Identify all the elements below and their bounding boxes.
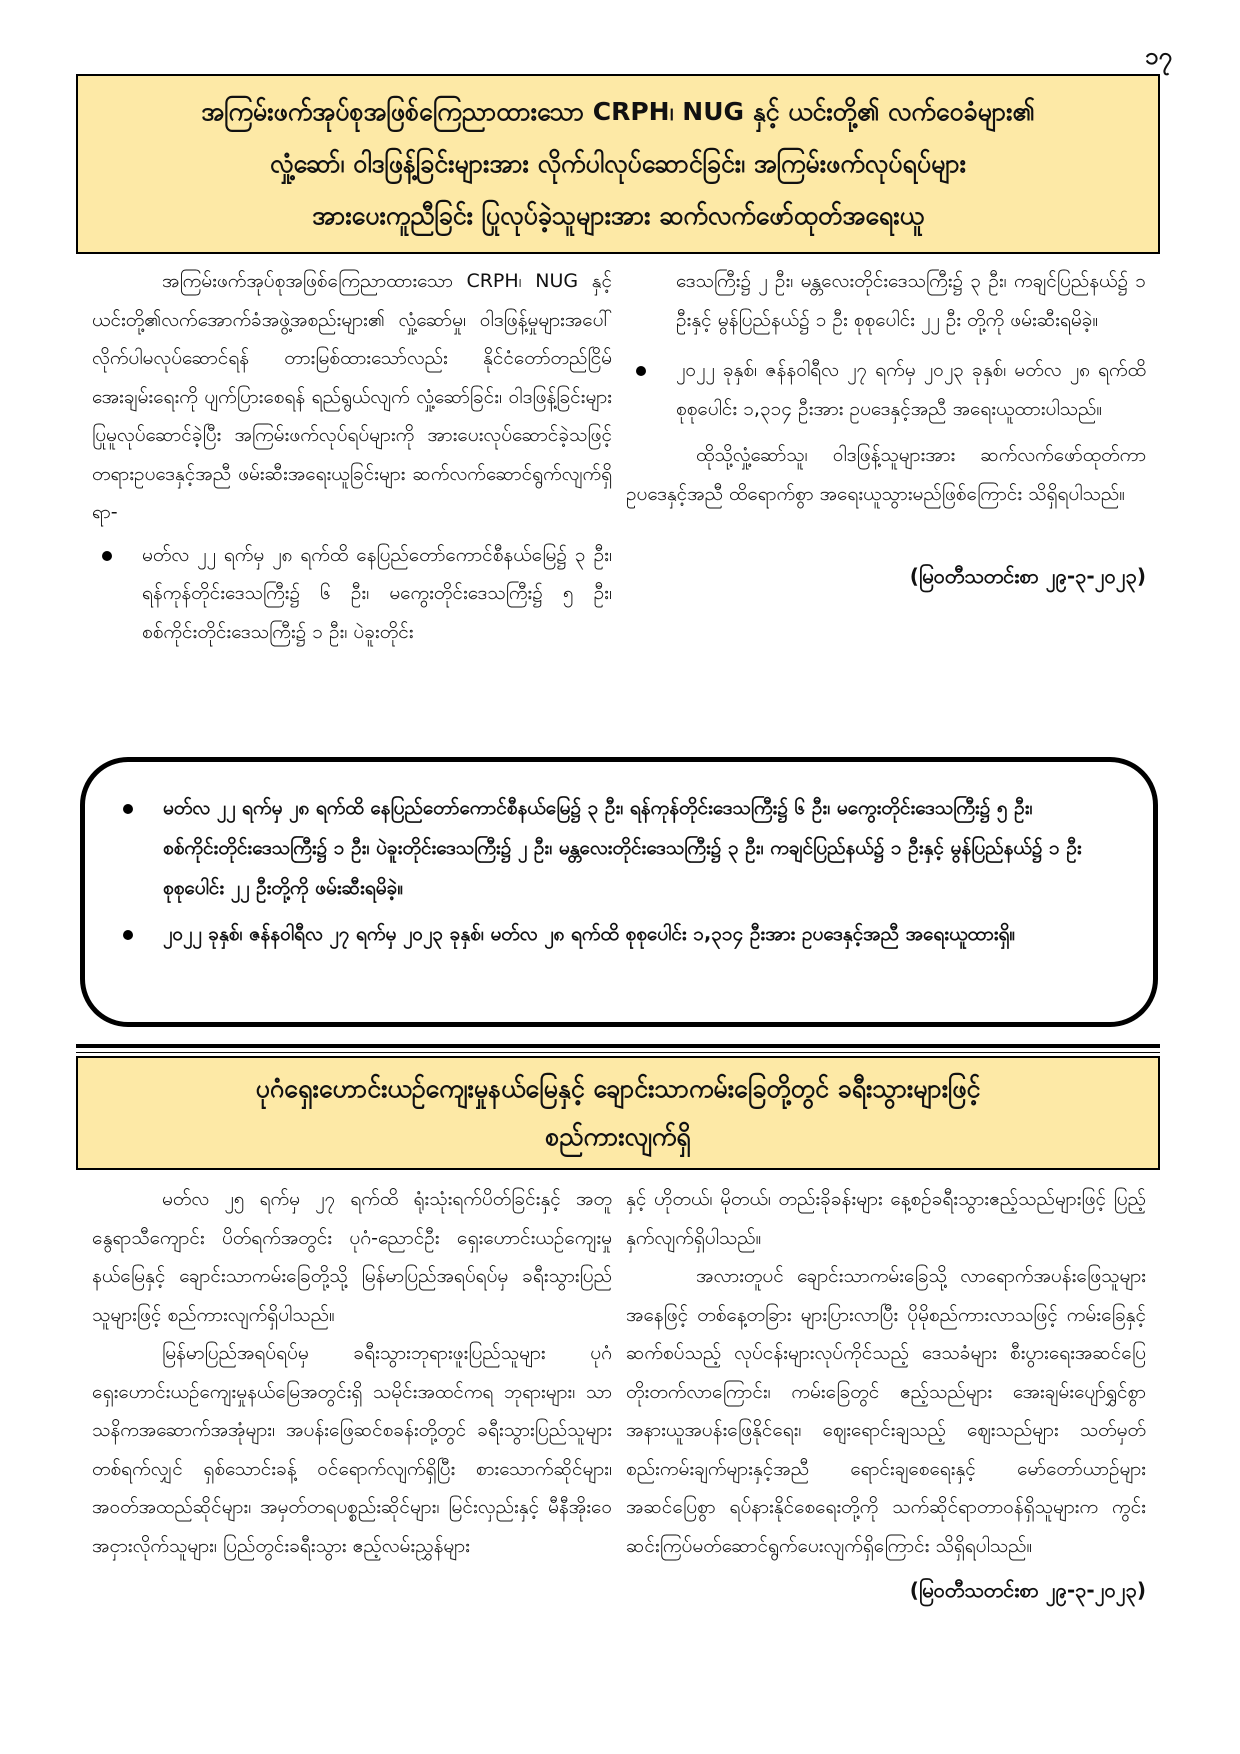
summary-bullet-2 <box>119 914 1119 954</box>
article2-paragraph-1: မတ်လ ၂၅ ရက်မှ ၂၇ ရက်ထိ ရုံးသုံးရက်ပိတ်ခြင်းနှင့် အတူ နွေရာသီကျောင်း ပိတ်ရက်အတွင်း ပုဂံ-ညောင်ဦး ရှေးဟောင်းယဉ်ကျေးမှုနယ်မြေနှင့် ချောင်းသာကမ်းခြေတို့သို့ မြန်မာပြည်အရပ်ရပ်မှ ခရီးသွားပြည်သူများဖြင့် စည်ကားလျက်ရှိပါသည်။ <box>92 1188 612 1326</box>
page-number: ၁၇ <box>1145 42 1172 70</box>
headline-line: လှုံ့ဆော်၊ ဝါဒဖြန့်ခြင်းများအား လိုက်ပါလုပ်ဆောင်ခြင်း၊ အကြမ်းဖက်လုပ်ရပ်များ <box>270 149 966 178</box>
article2-source: (မြဝတီသတင်းစာ ၂၉-၃-၂၀၂၃) <box>909 1578 1146 1602</box>
article1-left-column <box>92 262 612 651</box>
article2-paragraph-3: အလားတူပင် ချောင်းသာကမ်းခြေသို့ လာရောက်အပန်းဖြေသူများအနေဖြင့် တစ်နေ့တခြား များပြားလာပြီး ပိုမိုစည်ကားလာသဖြင့် ကမ်းခြေနှင့်ဆက်စပ်သည့် လုပ်ငန်းများလုပ်ကိုင်သည့် ဒေသခံများ စီးပွားရေးအဆင်ပြေတိုးတက်လာကြောင်း၊ ကမ်းခြေတွင် ဧည့်သည်များ အေးချမ်းပျော်ရွှင်စွာ အနားယူအပန်းဖြေနိုင်ရေး၊ ဈေးရောင်းချသည့် ဈေးသည်များ သတ်မှတ်စည်းကမ်းချက်များနှင့်အညီ ရောင်းချစေရေးနှင့် မော်တော်ယာဉ်များ အဆင်ပြေစွာ ရပ်နားနိုင်စေရေးတို့ကို သက်ဆိုင်ရာတာဝန်ရှိသူများက ကွင်းဆင်းကြပ်မတ်ဆောင်ရွက်ပေးလျက်ရှိကြောင်း သိရှိရပါသည်။ <box>626 1265 1146 1557</box>
article1-right-column <box>626 262 1146 596</box>
article1-bullet-2 <box>626 351 1146 428</box>
bullet-text: ၂၀၂၂ ခုနှစ်၊ ဇန်နဝါရီလ ၂၇ ရက်မှ ၂၀၂၃ ခုနှစ်၊ မတ်လ ၂၈ ရက်ထိ စုစုပေါင်း ၁,၃၁၄ ဦးအား ဥပဒေနှင့်အညီ အရေးယူထားရှိ။ <box>163 923 1016 945</box>
article2-left-column <box>92 1180 612 1565</box>
bullet-text: ၂၀၂၂ ခုနှစ်၊ ဇန်နဝါရီလ ၂၇ ရက်မှ ၂၀၂၃ ခုနှစ်၊ မတ်လ ၂၈ ရက်ထိ စုစုပေါင်း ၁,၃၁၄ ဦးအား ဥပဒေနှင့်အညီ အရေးယူထားပါသည်။ <box>676 359 1146 420</box>
article1-bullet-1-continued <box>626 262 1146 339</box>
bullet-icon <box>123 804 133 814</box>
bullet-text: မတ်လ ၂၂ ရက်မှ ၂၈ ရက်ထိ နေပြည်တော်ကောင်စီနယ်မြေ၌ ၃ ဦး၊ ရန်ကုန်တိုင်းဒေသကြီး၌ ၆ ဦး၊ မကွေးတိုင်းဒေသကြီး၌ ၅ ဦး၊ စစ်ကိုင်းတိုင်းဒေသကြီး၌ ၁ ဦး၊ ပဲခူးတိုင်းဒေသကြီး၌ ၂ ဦး၊ မန္တလေးတိုင်းဒေသကြီး၌ ၃ ဦး၊ ကချင်ပြည်နယ်၌ ၁ ဦးနှင့် မွန်ပြည်နယ်၌ ၁ ဦး စုစုပေါင်း ၂၂ ဦးတို့ကို ဖမ်းဆီးရမိခဲ့။ <box>163 797 1082 899</box>
article2-paragraph-1-continued: နှင့် ဟိုတယ်၊ မိုတယ်၊ တည်းခိုခန်းများ နေ့စဉ်ခရီးသွားဧည့်သည်များဖြင့် ပြည့်နှက်လျက်ရှိပါသည်။ <box>626 1188 1146 1249</box>
article1-closing-paragraph: ထိုသို့လှုံ့ဆော်သူ၊ ဝါဒဖြန့်သူများအား ဆက်လက်ဖော်ထုတ်ကာ ဥပဒေနှင့်အညီ ထိရောက်စွာ အရေးယူသွားမည်ဖြစ်ကြောင်း သိရှိရပါသည်။ <box>626 444 1146 505</box>
headline-line: အားပေးကူညီခြင်း ပြုလုပ်ခဲ့သူများအား ဆက်လက်ဖော်ထုတ်အရေးယူ <box>312 201 924 230</box>
summary-bullet-1 <box>119 788 1119 908</box>
headline-line: ပုဂံရှေးဟောင်းယဉ်ကျေးမှုနယ်မြေနှင့် ချောင်းသာကမ်းခြေတို့တွင် ခရီးသွားများဖြင့် <box>255 1074 981 1103</box>
section-divider <box>76 1044 1160 1053</box>
headline-line: စည်ကားလျက်ရှိ <box>545 1122 691 1151</box>
article2-right-column <box>626 1180 1146 1610</box>
article2-paragraph-2: မြန်မာပြည်အရပ်ရပ်မှ ခရီးသွားဘုရားဖူးပြည်သူများ ပုဂံရှေးဟောင်းယဉ်ကျေးမှုနယ်မြေအတွင်းရှိ သမိုင်းအထင်ကရ ဘုရားများ၊ သာသနိကအဆောက်အအုံများ၊ အပန်းဖြေဆင်စခန်းတို့တွင် ခရီးသွားပြည်သူများ တစ်ရက်လျှင် ရှစ်သောင်းခန့် ဝင်ရောက်လျက်ရှိပြီး စားသောက်ဆိုင်များ၊ အဝတ်အထည်ဆိုင်များ၊ အမှတ်တရပစ္စည်းဆိုင်များ၊ မြင်းလှည်းနှင့် မီနီအိုးဝေအငှားလိုက်သူများ၊ ပြည်တွင်းခရီးသွား ဧည့်လမ်းညွှန်များ <box>92 1342 612 1557</box>
headline-line: အကြမ်းဖက်အုပ်စုအဖြစ်ကြေညာထားသော CRPH၊ NUG နှင့် ယင်းတို့၏ လက်ဝေခံများ၏ <box>201 97 1035 126</box>
article1-intro-paragraph: အကြမ်းဖက်အုပ်စုအဖြစ်ကြေညာထားသော CRPH၊ NUG နှင့် ယင်းတို့၏လက်အောက်ခံအဖွဲ့အစည်းများ၏ လှုံ့ဆော်မှု၊ ဝါဒဖြန့်မှုများအပေါ် လိုက်ပါမလုပ်ဆောင်ရန် တားမြစ်ထားသော်လည်း နိုင်ငံတော်တည်ငြိမ်အေးချမ်းရေးကို ပျက်ပြားစေရန် ရည်ရွယ်လျက် လှုံ့ဆော်ခြင်း၊ ဝါဒဖြန့်ခြင်းများ ပြုမူလုပ်ဆောင်ခဲ့ပြီး အကြမ်းဖက်လုပ်ရပ်များကို အားပေးလုပ်ဆောင်ခဲ့သဖြင့် တရားဥပဒေနှင့်အညီ ဖမ်းဆီးအရေးယူခြင်းများ ဆက်လက်ဆောင်ရွက်လျက်ရှိရာ- <box>92 270 612 523</box>
bullet-text: ဒေသကြီး၌ ၂ ဦး၊ မန္တလေးတိုင်းဒေသကြီး၌ ၃ ဦး၊ ကချင်ပြည်နယ်၌ ၁ ဦးနှင့် မွန်ပြည်နယ်၌ ၁ ဦး စုစုပေါင်း ၂၂ ဦး တို့ကို ဖမ်းဆီးရမိခဲ့။ <box>676 270 1146 331</box>
bullet-text: မတ်လ ၂၂ ရက်မှ ၂၈ ရက်ထိ နေပြည်တော်ကောင်စီနယ်မြေ၌ ၃ ဦး၊ ရန်ကုန်တိုင်းဒေသကြီး၌ ၆ ဦး၊ မကွေးတိုင်းဒေသကြီး၌ ၅ ဦး၊ စစ်ကိုင်းတိုင်းဒေသကြီး၌ ၁ ဦး၊ ပဲခူးတိုင်း <box>142 543 612 643</box>
bullet-icon <box>102 551 112 561</box>
bullet-icon <box>123 930 133 940</box>
article1-source: (မြဝတီသတင်းစာ ၂၉-၃-၂၀၂၃) <box>909 564 1146 588</box>
article1-bullet-1 <box>92 536 612 652</box>
article1-summary-box <box>80 757 1158 1027</box>
article2-headline <box>76 1056 1160 1170</box>
article1-headline <box>76 74 1160 254</box>
bullet-icon <box>636 366 646 376</box>
